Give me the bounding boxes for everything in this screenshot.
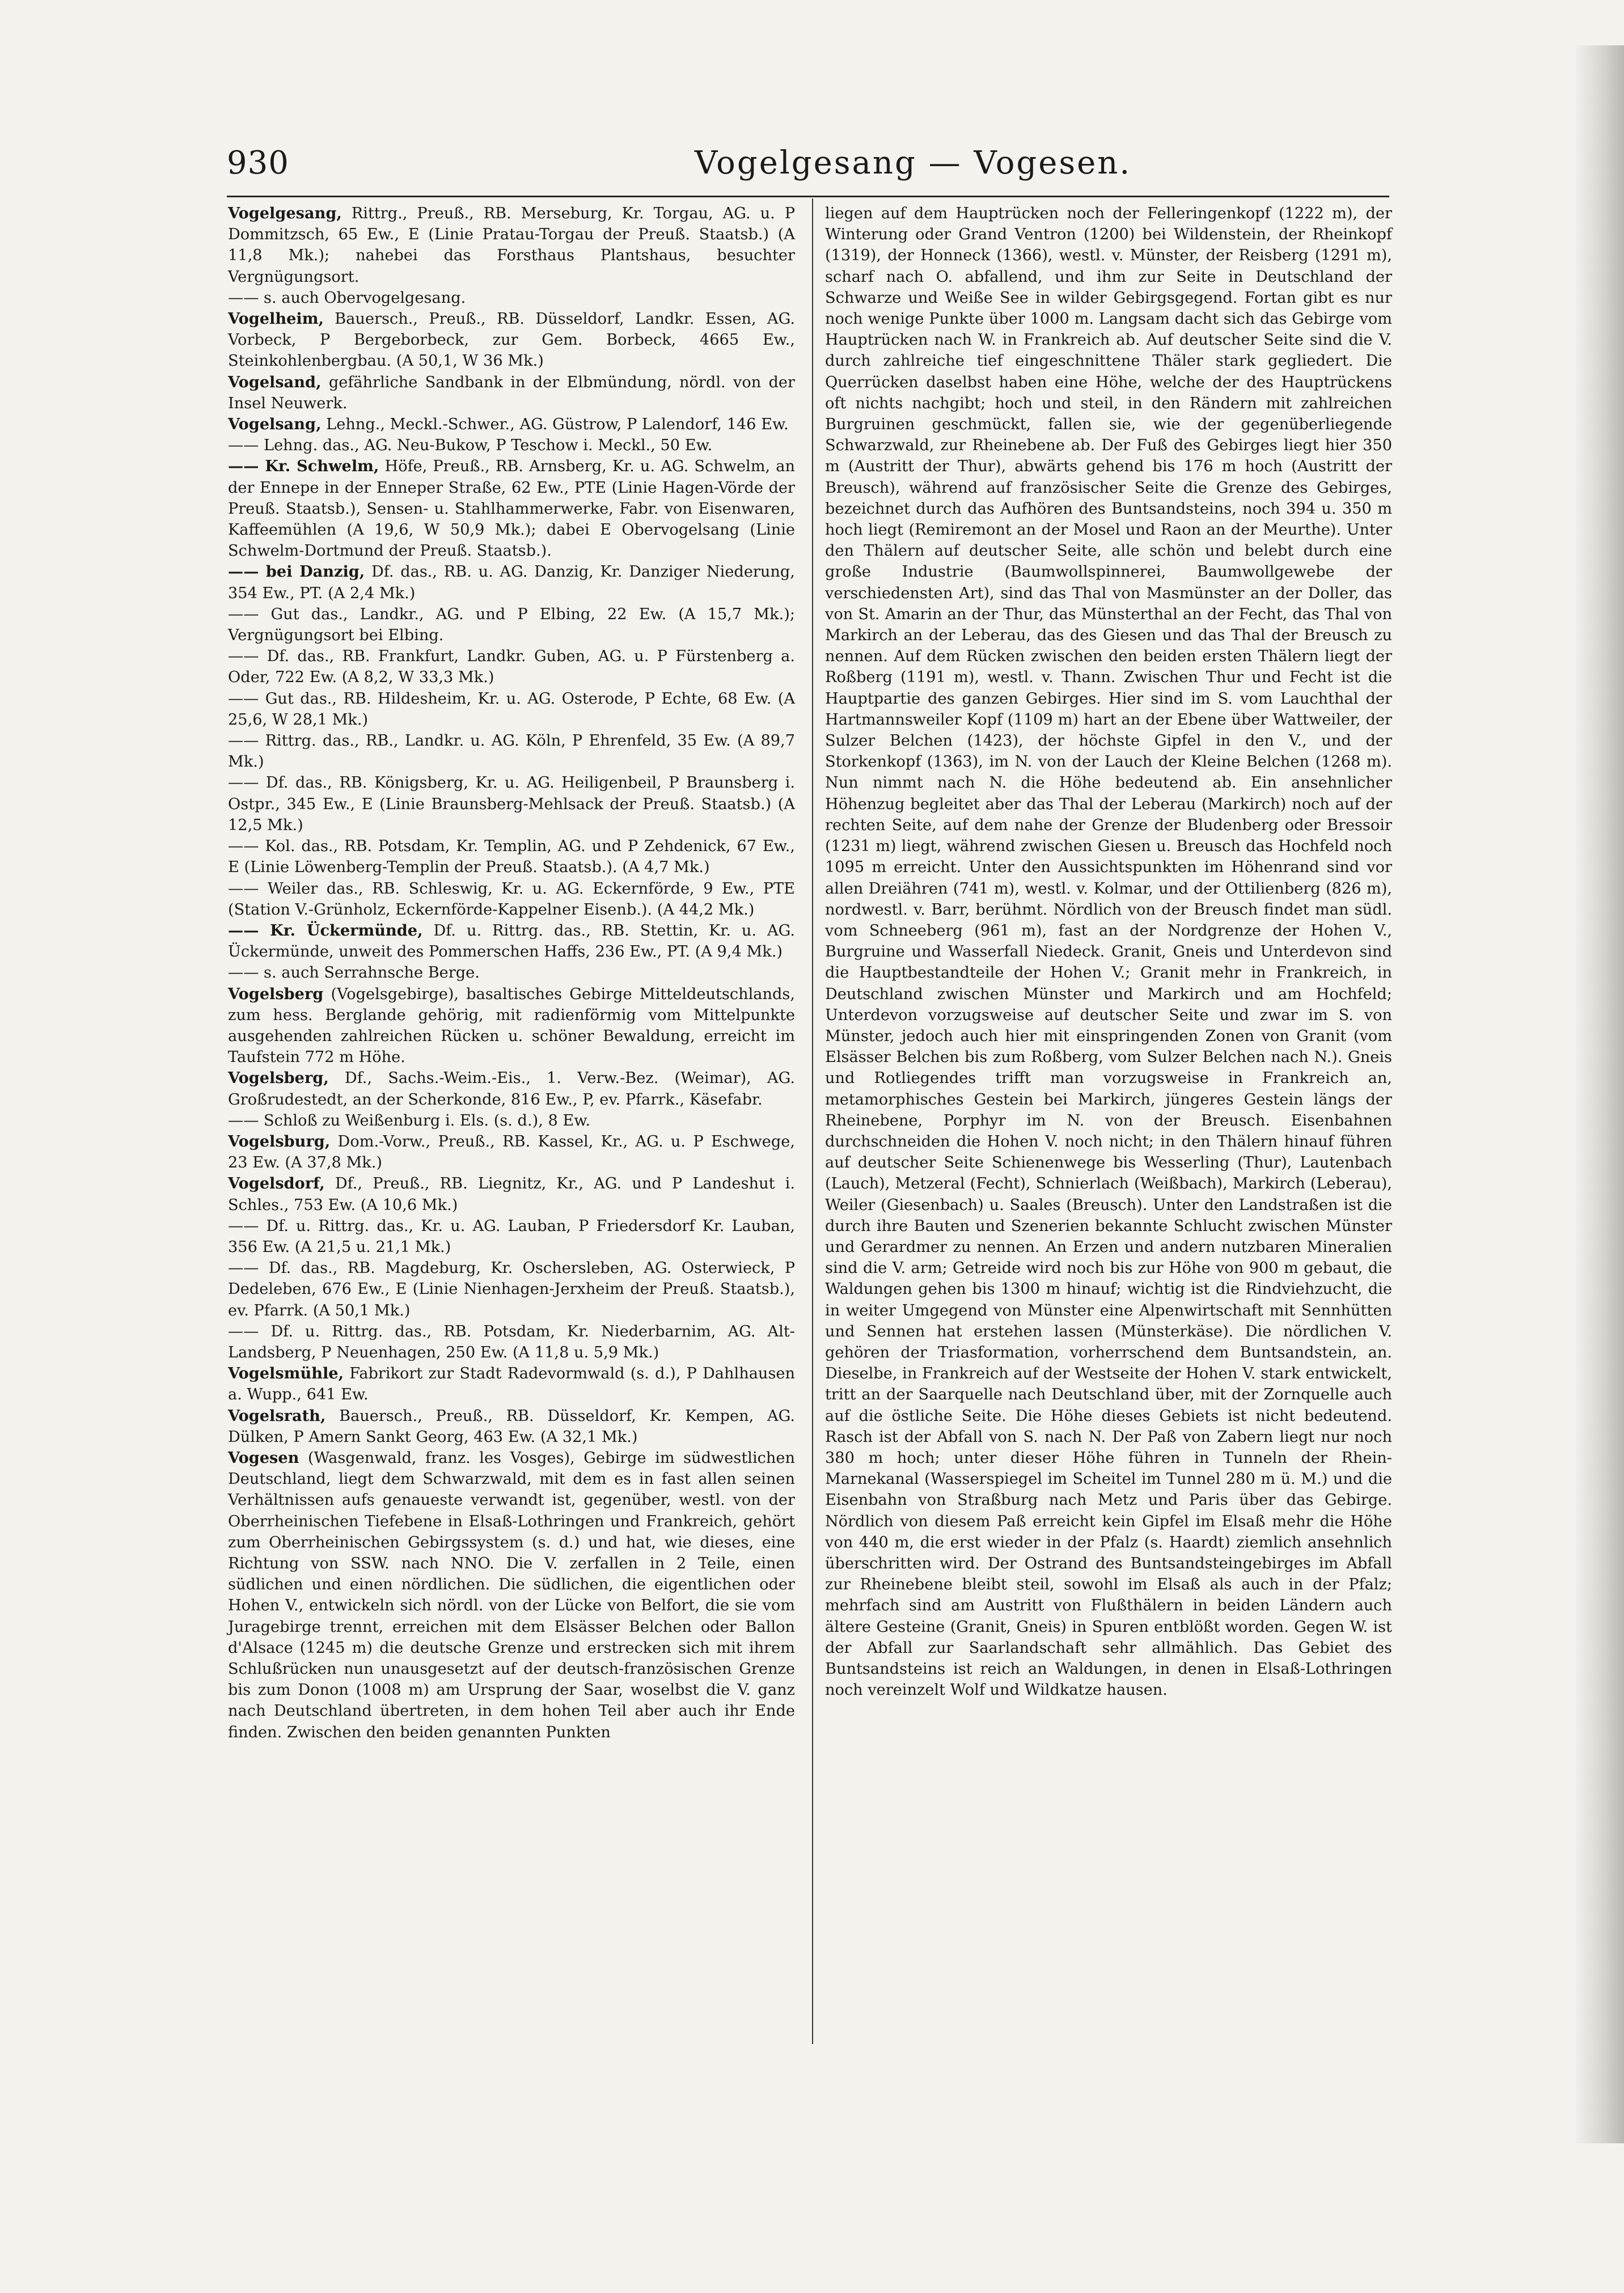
dictionary-entry	[228, 1448, 795, 1743]
left-column	[228, 203, 795, 1743]
dictionary-entry	[228, 1216, 795, 1258]
running-head: Vogelgesang — Vogesen.	[694, 145, 1132, 181]
right-column	[825, 203, 1392, 1700]
entry-headword: Vogelsrath,	[228, 1406, 326, 1425]
entry-text: Df. das., RB. u. AG. Danzig, Kr. Danziger Niederung, 354 Ew., PT. (A 2,4 Mk.)	[228, 563, 795, 602]
page-edge-shadow	[1573, 45, 1624, 2143]
entry-headword: —— Kr. Schwelm,	[228, 457, 379, 476]
dictionary-entry	[228, 372, 795, 414]
dictionary-entry	[228, 646, 795, 688]
entry-text: —— Gut das., Landkr., AG. und P Elbing, 22 Ew. (A 15,7 Mk.); Vergnügungsort bei Elbing.	[228, 605, 795, 645]
entry-headword: Vogesen	[228, 1448, 299, 1467]
entry-headword: Vogelheim,	[228, 310, 324, 328]
entry-text: —— Df. das., RB. Königsberg, Kr. u. AG. Heiligenbeil, P Braunsberg i. Ostpr., 345 Ew., E (Linie Braunsberg-Mehlsack der Preuß. Staatsb.) (A 12,5 Mk.)	[228, 774, 795, 834]
entry-text: —— Kol. das., RB. Potsdam, Kr. Templin, AG. und P Zehdenick, 67 Ew., E (Linie Löwenberg-Templin der Preuß. Staatsb.). (A 4,7 Mk.)	[228, 837, 795, 877]
dictionary-entry	[228, 1173, 795, 1215]
dictionary-entry	[228, 772, 795, 836]
entry-text: —— Schloß zu Weißenburg i. Els. (s. d.), 8 Ew.	[228, 1111, 590, 1129]
dictionary-entry	[228, 1110, 795, 1131]
entry-text: —— s. auch Serrahnsche Berge.	[228, 964, 480, 982]
entry-text: —— Df. das., RB. Magdeburg, Kr. Oschersleben, AG. Osterwieck, P Dedeleben, 676 Ew., E (Linie Nienhagen-Jerxheim der Preuß. Staatsb.), ev. Pfarrk. (A 50,1 Mk.)	[228, 1259, 795, 1319]
dictionary-entry	[228, 435, 795, 456]
entry-headword: Vogelgesang,	[228, 204, 342, 222]
dictionary-entry	[228, 456, 795, 561]
entry-text: —— Weiler das., RB. Schleswig, Kr. u. AG. Eckernförde, 9 Ew., PTE (Station V.-Grünholz, Eckernförde-Kappelner Eisenb.). (A 44,2 Mk.)	[228, 879, 795, 919]
dictionary-entry	[228, 730, 795, 772]
entry-text: —— Lehng. das., AG. Neu-Bukow, P Teschow i. Meckl., 50 Ew.	[228, 437, 713, 455]
entry-headword: Vogelsberg,	[228, 1069, 329, 1088]
dictionary-entry	[228, 920, 795, 962]
entry-text: —— Df. das., RB. Frankfurt, Landkr. Guben, AG. u. P Fürstenberg a. Oder, 722 Ew. (A 8,2, W 33,3 Mk.)	[228, 648, 795, 687]
entry-text: —— Gut das., RB. Hildesheim, Kr. u. AG. Osterode, P Echte, 68 Ew. (A 25,6, W 28,1 Mk.)	[228, 689, 795, 729]
dictionary-entry	[228, 1258, 795, 1321]
entry-text: Df., Sachs.-Weim.-Eis., 1. Verw.-Bez. (Weimar), AG. Großrudestedt, an der Scherkonde, 816 Ew., P, ev. Pfarrk., Käsefabr.	[228, 1069, 795, 1109]
entry-headword: Vogelsmühle,	[228, 1364, 344, 1383]
entry-headword: Vogelsdorf,	[228, 1174, 325, 1193]
entry-text: Df. u. Rittrg. das., RB. Stettin, Kr. u. AG. Ückermünde, unweit des Pommerschen Haffs, 236 Ew., PT. (A 9,4 Mk.)	[228, 921, 795, 961]
dictionary-entry	[228, 1406, 795, 1448]
column-divider	[812, 198, 813, 2044]
entry-text: (Wasgenwald, franz. les Vosges), Gebirge im südwestlichen Deutschland, liegt dem Schwarzwald, mit dem es in fast allen seinen Verhältnissen aufs genaueste verwandt ist, gegenüber, westl. von der Oberrheinischen Tiefebene in Elsaß-Lothringen und Frankreich, gehört zum Oberrheinischen Gebirgssystem (s. d.) und hat, wie dieses, eine Richtung von SSW. nach NNO. Die V. zerfallen in 2 Teile, einen südlichen und einen nördlichen. Die südlichen, die eigentlichen oder Hohen V., entwickeln sich nördl. von der Lücke von Belfort, die sie vom Juragebirge trennt, erreichen mit dem Elsässer Belchen oder Ballon d'Alsace (1245 m) die deutsche Grenze und erstrecken sich mit ihrem Schlußrücken nun unausgesetzt auf der deutsch-französischen Grenze bis zum Donon (1008 m) am Ursprung der Saar, woselbst die V. ganz nach Deutschland übertreten, in dem hohen Teil aber auch ihr Ende finden. Zwischen den beiden genannten Punkten	[228, 1449, 795, 1741]
header-rule	[227, 196, 1389, 197]
entry-text: Höfe, Preuß., RB. Arnsberg, Kr. u. AG. Schwelm, an der Ennepe in der Enneper Straße, 62 Ew., PTE (Linie Hagen-Vörde der Preuß. Staatsb.), Sensen- u. Stahlhammerwerke, Fabr. von Eisenwaren, Kaffeemühlen (A 19,6, W 50,9 Mk.); dabei E Obervogelsang (Linie Schwelm-Dortmund der Preuß. Staatsb.).	[228, 458, 795, 560]
entry-text: —— Df. u. Rittrg. das., Kr. u. AG. Lauban, P Friedersdorf Kr. Lauban, 356 Ew. (A 21,5 u. 21,1 Mk.)	[228, 1217, 795, 1256]
page-number: 930	[227, 145, 289, 181]
dictionary-entry	[228, 308, 795, 372]
dictionary-entry	[228, 962, 795, 983]
entry-text: Lehng., Meckl.-Schwer., AG. Güstrow, P Lalendorf, 146 Ew.	[321, 416, 789, 434]
entry-text: (Vogelsgebirge), basaltisches Gebirge Mitteldeutschlands, zum hess. Berglande gehörig, mit radienförmig vom Mittelpunkte ausgehenden zahlreichen Rücken u. schöner Bewaldung, erreicht im Taufstein 772 m Höhe.	[228, 985, 795, 1067]
dictionary-entry	[228, 878, 795, 920]
continuation-paragraph: liegen auf dem Hauptrücken noch der Felleringenkopf (1222 m), der Winterung oder Grand Ventron (1200) bei Wildenstein, der Rheinkopf (1319), der Honneck (1366), westl. v. Münster, der Reisberg (1291 m), scharf nach O. abfallend, und ihm zur Seite in Deutschland der Schwarze und Weiße See in wilder Gebirgsgegend. Fortan gibt es nur noch wenige Punkte über 1000 m. Langsam dacht sich das Gebirge vom Hauptrücken nach W. in Frankreich ab. Auf deutscher Seite sind die V. durch zahlreiche tief eingeschnittene Thäler stark gegliedert. Die Querrücken daselbst haben eine Höhe, welche der des Hauptrückens oft nichts nachgibt; hoch und steil, in den Rändern mit zahlreichen Burgruinen geschmückt, fallen sie, wie der gegenüberliegende Schwarzwald, zur Rheinebene ab. Der Fuß des Gebirges liegt hier 350 m (Austritt der Thur), abwärts gehend bis 176 m hoch (Austritt der Breusch), während auf französischer Seite die Grenze des Gebirges, bezeichnet durch das Aufhören des Buntsandsteins, noch 394 u. 350 m hoch liegt (Remiremont an der Mosel und Raon an der Meurthe). Unter den Thälern auf deutscher Seite, alle schön und belebt durch eine große Industrie (Baumwollspinnerei, Baumwollgewebe der verschiedensten Art), sind das Thal von Masmünster an der Doller, das von St. Amarin an der Thur, das Münsterthal an der Fecht, das Thal von Markirch an der Leberau, das des Giesen und das Thal der Breusch zu nennen. Auf dem Rücken zwischen den beiden ersten Thälern liegt der Roßberg (1191 m), westl. v. Thann. Zwischen Thur und Fecht ist die Hauptpartie des ganzen Gebirges. Hier sind im S. vom Lauchthal der Hartmannsweiler Kopf (1109 m) hart an der Ebene über Wattweiler, der Sulzer Belchen (1423), der höchste Gipfel in den V., und der Storkenkopf (1363), im N. von der Lauch der Kleine Belchen (1268 m). Nun nimmt nach N. die Höhe bedeutend ab. Ein ansehnlicher Höhenzug begleitet aber das Thal der Leberau (Markirch) noch auf der rechten Seite, auf dem nahe der Grenze der Bludenberg oder Bressoir (1231 m) liegt, während zwischen Giesen u. Breusch das Hochfeld noch 1095 m erreicht. Unter den Aussichtspunkten im Höhenrand sind vor allen Dreiähren (741 m), westl. v. Kolmar, und der Ottilienberg (826 m), nordwestl. v. Barr, berühmt. Nördlich von der Breusch findet man südl. vom Schneeberg (961 m), fast an der Nordgrenze der Hohen V., Burgruine und Wasserfall Niedeck. Granit, Gneis und Unterdevon sind die Hauptbestandteile der Hohen V.; Granit mehr in Frankreich, in Deutschland zwischen Münster und Markirch und am Hochfeld; Unterdevon vorzugsweise auf deutscher Seite und zwar im S. von Münster, jedoch auch hier mit einspringenden Zonen von Granit (vom Elsässer Belchen bis zum Roßberg, vom Sulzer Belchen nach N.). Gneis und Rotliegendes trifft man vorzugsweise in Frankreich an, metamorphisches Gestein bei Markirch, jüngeres Gestein längs der Rheinebene, Porphyr im N. von der Breusch. Eisenbahnen durchschneiden die Hohen V. noch nicht; in den Thälern hinauf führen auf deutscher Seite Schienenwege bis Wesserling (Thur), Lautenbach (Lauch), Metzeral (Fecht), Schnierlach (Weißbach), Markirch (Leberau), Weiler (Giesenbach) u. Saales (Breusch). Unter den Landstraßen ist die durch ihre Bauten und Szenerien bekannte Schlucht zwischen Münster und Gerardmer zu nennen. An Erzen und andern nutzbaren Mineralien sind die V. arm; Getreide wird noch bis zur Höhe von 900 m gebaut, die Waldungen gehen bis 1300 m hinauf; wichtig ist die Rindviehzucht, die in weiter Umgegend von Münster eine Alpenwirtschaft mit Sennhütten und Sennen hat erstehen lassen (Münsterkäse). Die nördlichen V. gehören der Triasformation, vorherrschend dem Buntsandstein, an. Dieselbe, in Frankreich auf der Westseite der Hohen V. stark entwickelt, tritt an der Saarquelle nach Deutschland über, mit der Zornquelle auch auf die östliche Seite. Die Höhe dieses Gebiets ist nicht bedeutend. Rasch ist der Abfall von S. nach N. Der Paß von Zabern liegt nur noch 380 m hoch; unter dieser Höhe führen in Tunneln der Rhein-Marnekanal (Wasserspiegel im Scheitel im Tunnel 280 m ü. M.) und die Eisenbahn von Straßburg nach Metz und Paris über das Gebirge. Nördlich von diesem Paß erreicht kein Gipfel im Elsaß mehr die Höhe von 440 m, die erst wieder in der Pfalz (s. Haardt) ziemlich ansehnlich überschritten wird. Der Ostrand des Buntsandsteingebirges im Abfall zur Rheinebene bleibt steil, sowohl im Elsaß als auch in der Pfalz; mehrfach sind am Austritt von Flußthälern in beiden Ländern auch ältere Gesteine (Granit, Gneis) in Spuren entblößt worden. Gegen W. ist der Abfall zur Saarlandschaft sehr allmählich. Das Gebiet des Buntsandsteins ist reich an Waldungen, in denen in Elsaß-Lothringen noch vereinzelt Wolf und Wildkatze hausen.	[825, 205, 1392, 1699]
entry-headword: —— Kr. Ückermünde,	[228, 921, 423, 940]
entry-headword: Vogelsand,	[228, 373, 322, 391]
dictionary-entry	[228, 604, 795, 646]
dictionary-entry	[228, 561, 795, 603]
dictionary-entry	[228, 1068, 795, 1110]
entry-headword: Vogelsang,	[228, 415, 322, 434]
dictionary-entry	[228, 1131, 795, 1173]
entry-headword: —— bei Danzig,	[228, 562, 365, 581]
dictionary-entry	[228, 414, 795, 435]
entry-text: Rittrg., Preuß., RB. Merseburg, Kr. Torgau, AG. u. P Dommitzsch, 65 Ew., E (Linie Pratau-Torgau der Preuß. Staatsb.) (A 11,8 Mk.); nahebei das Forsthaus Plantshaus, besuchter Vergnügungsort.	[228, 205, 795, 286]
entry-text: gefährliche Sandbank in der Elbmündung, nördl. von der Insel Neuwerk.	[228, 373, 795, 412]
entry-text: Dom.-Vorw., Preuß., RB. Kassel, Kr., AG. u. P Eschwege, 23 Ew. (A 37,8 Mk.)	[228, 1132, 795, 1172]
page-header	[227, 145, 1389, 190]
entry-text: —— Df. u. Rittrg. das., RB. Potsdam, Kr. Niederbarnim, AG. Alt-Landsberg, P Neuenhagen, 250 Ew. (A 11,8 u. 5,9 Mk.)	[228, 1322, 795, 1361]
dictionary-entry	[228, 1321, 795, 1363]
dictionary-entry	[228, 688, 795, 730]
entry-text: Fabrikort zur Stadt Radevormwald (s. d.), P Dahlhausen a. Wupp., 641 Ew.	[228, 1365, 795, 1404]
dictionary-entry	[228, 203, 795, 287]
entry-text: —— s. auch Obervogelgesang.	[228, 289, 466, 307]
entry-headword: Vogelsberg	[228, 984, 324, 1003]
dictionary-entry	[228, 984, 795, 1068]
dictionary-entry	[228, 1363, 795, 1405]
entry-text: Df., Preuß., RB. Liegnitz, Kr., AG. und P Landeshut i. Schles., 753 Ew. (A 10,6 Mk.)	[228, 1175, 795, 1214]
entry-text: Bauersch., Preuß., RB. Düsseldorf, Kr. Kempen, AG. Dülken, P Amern Sankt Georg, 463 Ew. (A 32,1 Mk.)	[228, 1407, 795, 1446]
entry-text: Bauersch., Preuß., RB. Düsseldorf, Landkr. Essen, AG. Vorbeck, P Bergeborbeck, zur Gem. Borbeck, 4665 Ew., Steinkohlenbergbau. (A 50,1, W 36 Mk.)	[228, 310, 795, 370]
dictionary-entry	[228, 287, 795, 308]
dictionary-entry	[228, 836, 795, 878]
entry-text: —— Rittrg. das., RB., Landkr. u. AG. Köln, P Ehrenfeld, 35 Ew. (A 89,7 Mk.)	[228, 732, 795, 771]
entry-headword: Vogelsburg,	[228, 1132, 331, 1150]
